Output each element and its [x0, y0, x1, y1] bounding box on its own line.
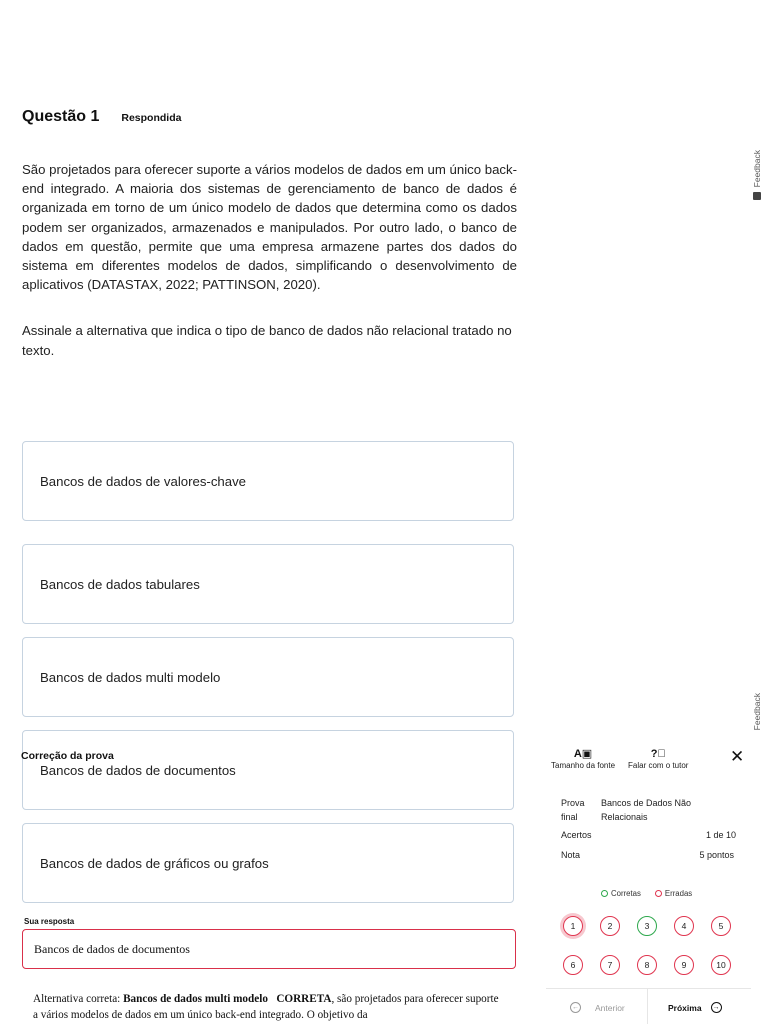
- hits-label: Acertos: [561, 830, 592, 840]
- font-size-button[interactable]: [551, 748, 615, 770]
- nav-divider: [546, 988, 751, 989]
- feedback-icon: [753, 192, 761, 200]
- question-nav-3[interactable]: 3: [637, 916, 657, 936]
- next-label: Próxima: [668, 1002, 702, 1013]
- question-nav-10[interactable]: 10: [711, 955, 731, 975]
- question-nav-2[interactable]: 2: [600, 916, 620, 936]
- next-button[interactable]: [668, 1002, 722, 1013]
- question-nav-4[interactable]: 4: [674, 916, 694, 936]
- question-nav-5[interactable]: 5: [711, 916, 731, 936]
- answer-value: Bancos de dados de documentos: [34, 941, 190, 956]
- option-label: Bancos de dados de documentos: [40, 762, 236, 778]
- grade-label: Nota: [561, 850, 581, 860]
- arrow-right-icon: →: [712, 1004, 720, 1011]
- question-nav-6[interactable]: 6: [563, 955, 583, 975]
- previous-label: Anterior: [595, 1002, 625, 1013]
- previous-button[interactable]: [570, 1002, 625, 1013]
- nav-divider-vertical: [647, 989, 648, 1024]
- question-header: [22, 108, 181, 126]
- question-nav-1[interactable]: 1: [563, 916, 583, 936]
- answer-label: Sua resposta: [24, 917, 75, 926]
- tutor-label: Falar com o tutor: [628, 761, 689, 770]
- option-label: Bancos de dados tabulares: [40, 576, 200, 592]
- answer-box: [22, 929, 516, 969]
- status-legend: [601, 889, 692, 898]
- explanation: [33, 992, 503, 1023]
- option-d[interactable]: [22, 730, 514, 810]
- legend-correct: Corretas: [601, 889, 641, 898]
- grade-value: 5 pontos: [699, 850, 734, 860]
- explanation-text: , são projetados para oferecer suporte a vários modelos de dados em um único back-end integrado. O objetivo da: [33, 993, 499, 1021]
- question-status: Respondida: [121, 112, 182, 124]
- wrong-dot-icon: [655, 890, 662, 897]
- explanation-prefix: Alternativa correta:: [33, 993, 124, 1005]
- tutor-button[interactable]: [628, 748, 688, 770]
- option-label: Bancos de dados de gráficos ou grafos: [40, 855, 269, 871]
- question-prompt: Assinale a alternativa que indica o tipo de banco de dados não relacional tratado no texto.: [22, 323, 512, 358]
- legend-wrong: Erradas: [655, 889, 692, 898]
- question-nav-7[interactable]: 7: [600, 955, 620, 975]
- option-label: Bancos de dados multi modelo: [40, 669, 221, 685]
- option-e[interactable]: [22, 823, 514, 903]
- hits-value: 1 de 10: [705, 830, 736, 840]
- explanation-verdict: CORRETA: [276, 993, 332, 1005]
- exam-side-panel: [546, 738, 751, 1024]
- close-icon[interactable]: ✕: [730, 747, 745, 766]
- correct-dot-icon: [601, 890, 608, 897]
- correction-title: Correção da prova: [21, 750, 114, 762]
- chat-help-icon: ?⃝: [650, 748, 666, 760]
- option-a[interactable]: [22, 441, 514, 521]
- question-text: São projetados para oferecer suporte a vários modelos de dados em um único back-end integrado. A maioria dos sistemas de gerenciamento de banco de dados é organizada em torno de um único modelo de dados que determina como os dados podem ser organizados, armazenados e manipulados. Por outro lado, o banco de dados em questão, permite que uma empresa armazene partes dos dados do sistema em diferentes modelos de dados, simplificando o desenvolvimento de aplicativos (DATASTAX, 2022; PATTINSON, 2020).: [22, 162, 517, 293]
- font-size-label: Tamanho da fonte: [551, 761, 616, 770]
- arrow-left-icon: ←: [572, 1004, 579, 1011]
- feedback-label: Feedback: [752, 693, 762, 731]
- exam-value: Bancos de Dados Não Relacionais: [601, 798, 692, 822]
- exam-label: Prova final: [561, 798, 585, 822]
- option-b[interactable]: [22, 544, 514, 624]
- question-title: Questão 1: [22, 108, 100, 125]
- font-size-icon: A▣: [573, 748, 593, 760]
- option-c[interactable]: [22, 637, 514, 717]
- option-label: Bancos de dados de valores-chave: [40, 473, 247, 489]
- feedback-tab-bottom[interactable]: [748, 693, 766, 730]
- feedback-label: Feedback: [752, 150, 762, 188]
- question-nav-9[interactable]: 9: [674, 955, 694, 975]
- explanation-correct-option: Bancos de dados multi modelo: [123, 993, 268, 1005]
- feedback-tab-top[interactable]: [748, 150, 766, 200]
- question-nav-8[interactable]: 8: [637, 955, 657, 975]
